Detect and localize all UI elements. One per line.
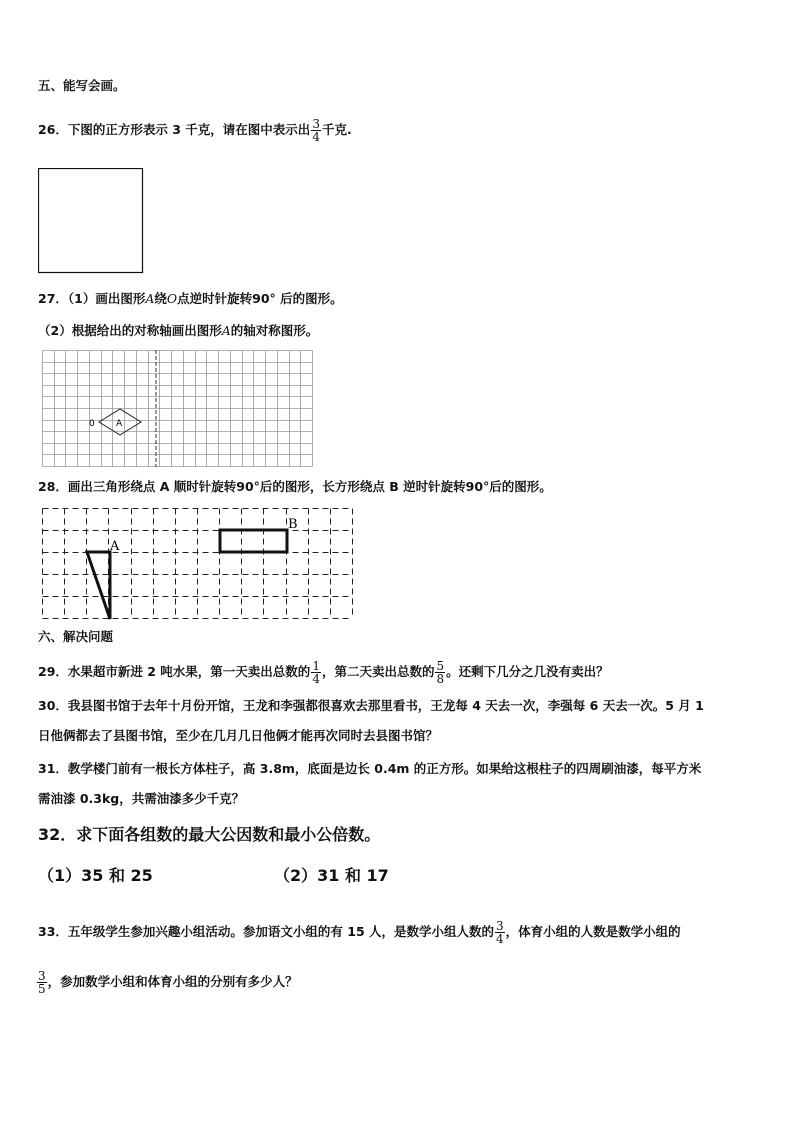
var-o: O xyxy=(166,291,178,306)
q29-text-b: ，第二天卖出总数的 xyxy=(321,664,435,679)
q33-text-b: ，体育小组的人数是数学小组的 xyxy=(505,924,681,939)
frac-num: 3 xyxy=(496,919,504,933)
dashed-grid-28 xyxy=(42,508,356,622)
q29-text-a: 29．水果超市新进 2 吨水果，第一天卖出总数的 xyxy=(38,664,311,679)
q27-text-c: 点逆时针旋转90° 后的图形。 xyxy=(177,291,343,306)
triangle-figure xyxy=(87,552,110,619)
section-6-title: 六、解决问题 xyxy=(38,629,114,644)
question-26 xyxy=(38,118,352,143)
question-33-line-1 xyxy=(38,920,681,945)
question-33-line-2 xyxy=(36,970,298,995)
var-a: A xyxy=(145,291,155,306)
fraction-3-4 xyxy=(311,118,321,143)
question-28: 28．画出三角形绕点 A 顺时针旋转90°后的图形，长方形绕点 B 逆时针旋转90°后的图形。 xyxy=(38,479,552,494)
q27-text-a: 27．（1）画出图形 xyxy=(38,291,146,306)
square-grid-27 xyxy=(42,350,314,468)
q27-text-b: 绕 xyxy=(154,291,167,306)
frac-num: 5 xyxy=(436,659,445,673)
question-31-line-1: 31．教学楼门前有一根长方体柱子，高 3.8m，底面是边长 0.4m 的正方形。如果给这根柱子的四周刷油漆，每平方米 xyxy=(38,761,702,776)
fraction-1-4 xyxy=(311,660,321,685)
grid-lines xyxy=(43,351,313,467)
question-27-part-2 xyxy=(38,322,318,340)
question-30-line-2: 日他俩都去了县图书馆，至少在几月几日他俩才能再次同时去县图书馆？ xyxy=(38,728,439,743)
point-a-label: A xyxy=(110,539,120,554)
section-5-title: 五、能写会画。 xyxy=(38,78,126,93)
fraction-3-5 xyxy=(37,970,47,995)
question-32-part-1: （1）35 和 25 xyxy=(38,866,153,885)
var-a-2: A xyxy=(221,323,231,338)
frac-den: 4 xyxy=(496,932,504,946)
question-29 xyxy=(38,660,609,685)
question-30-line-1: 30．我县图书馆于去年十月份开馆，王龙和李强都很喜欢去那里看书，王龙每 4 天去一次，李强每 6 天去一次。5 月 1 xyxy=(38,698,704,713)
q33-text-c: ，参加数学小组和体育小组的分别有多少人？ xyxy=(47,974,298,989)
rectangle-figure xyxy=(220,530,287,552)
q33-text-a: 33．五年级学生参加兴趣小组活动。参加语文小组的有 15 人，是数学小组人数的 xyxy=(38,924,494,939)
q27-text-d: （2）根据给出的对称轴画出图形 xyxy=(38,323,222,338)
shape-a-label: A xyxy=(116,419,123,429)
frac-den: 8 xyxy=(436,672,445,686)
fraction-5-8 xyxy=(435,660,445,685)
frac-num: 3 xyxy=(312,117,320,131)
frac-den: 4 xyxy=(312,672,320,686)
question-27-part-1 xyxy=(38,290,343,308)
point-o-label: 0 xyxy=(89,419,95,429)
frac-num: 3 xyxy=(38,969,46,983)
q27-text-e: 的轴对称图形。 xyxy=(230,323,319,338)
fraction-3-4 xyxy=(495,920,505,945)
frac-den: 4 xyxy=(312,130,320,144)
point-b-label: B xyxy=(288,517,298,532)
grid-lines xyxy=(43,509,353,619)
question-32-title: 32．求下面各组数的最大公因数和最小公倍数。 xyxy=(38,825,381,844)
frac-den: 5 xyxy=(38,982,46,996)
q29-text-c: 。还剩下几分之几没有卖出？ xyxy=(446,664,609,679)
question-32-part-2: （2）31 和 17 xyxy=(274,866,389,885)
frac-num: 1 xyxy=(312,659,320,673)
q26-text-a: 26．下图的正方形表示 3 千克，请在图中表示出 xyxy=(38,122,311,137)
square-figure xyxy=(38,168,144,274)
question-31-line-2: 需油漆 0.3kg，共需油漆多少千克？ xyxy=(38,791,245,806)
q26-text-b: 千克. xyxy=(321,122,352,137)
